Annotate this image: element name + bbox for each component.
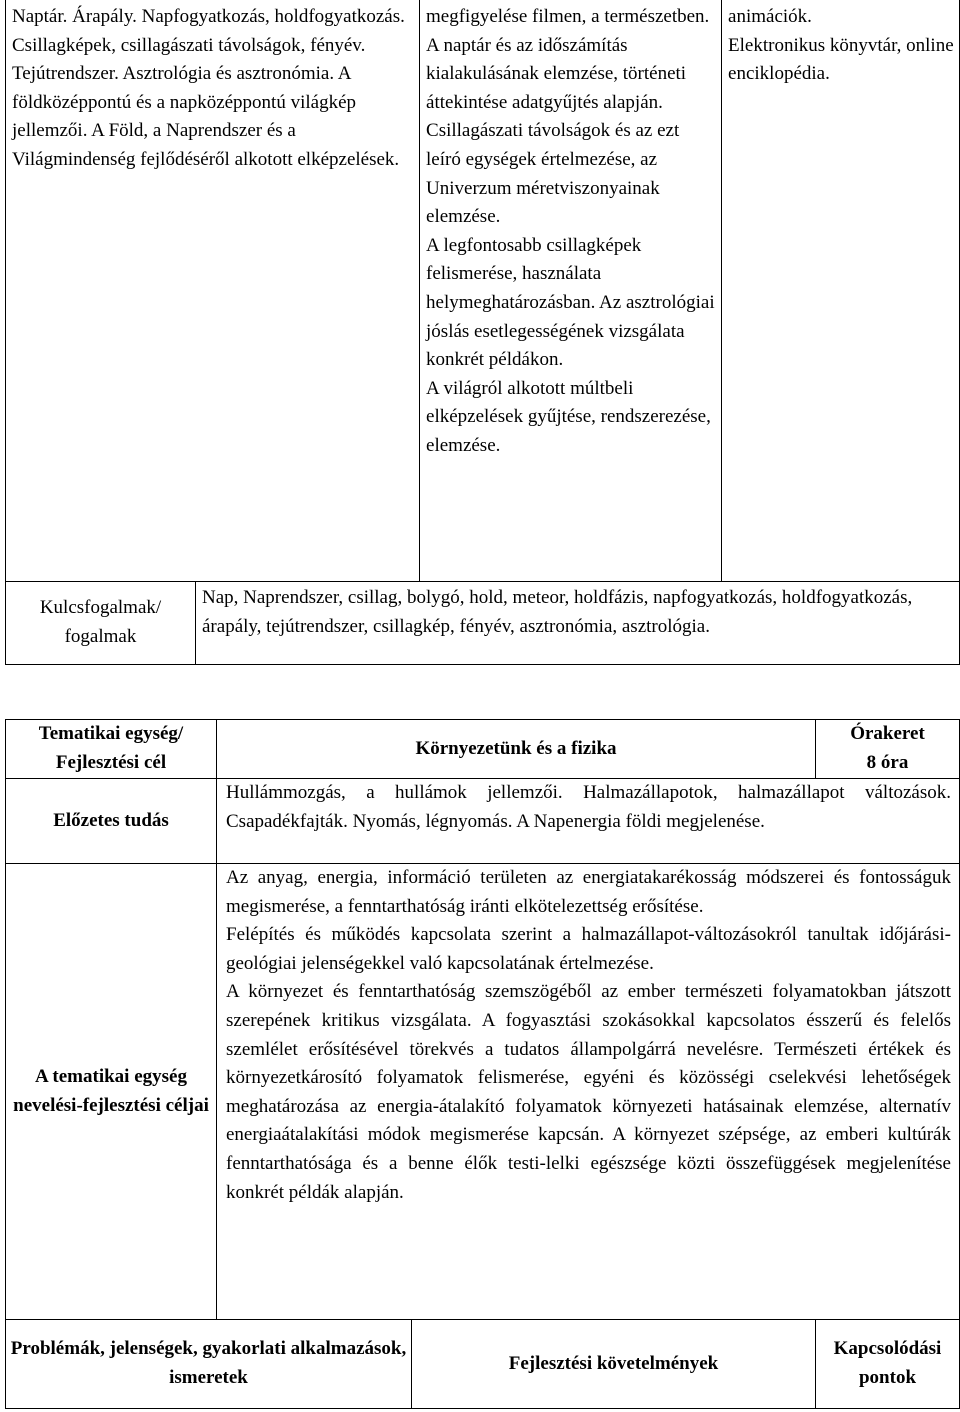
goals-paragraph: Felépítés és működés kapcsolata szerint a halmazállapot-változásokról tanultak időjárási-geológiai jelenségekkel való kapcsolatának értelmezése. <box>226 924 951 974</box>
table-row <box>6 0 960 582</box>
topics-paragraph: Csillagképek, csillagászati távolságok, fényév. Tejútrendszer. Asztrológia és asztronómia. A földközéppontú és a napközéppontú világkép jellemzői. A Föld, a Naprendszer és a Világmindenség fejlődéséről alkotott elképzelések. <box>12 34 400 170</box>
goals-label: A tematikai egység nevelési-fejlesztési céljai <box>6 864 217 1320</box>
activity-paragraph: A naptár és az időszámítás kialakulásának elemzése, történeti áttekintése adatgyűjtés alapján. <box>426 34 687 113</box>
key-concepts-text: Nap, Naprendszer, csillag, bolygó, hold, meteor, holdfázis, napfogyatkozás, holdfogyatkozás, árapály, tejútrendszer, csillagkép, fényév, asztronómia, asztrológia. <box>202 587 913 637</box>
connection-paragraph: animációk. <box>728 6 812 27</box>
footer-col-requirements: Fejlesztési követelmények <box>412 1320 816 1409</box>
activity-paragraph: Csillagászati távolságok és az ezt leíró egységek értelmezése, az Univerzum méretviszonyainak elemzése. <box>426 120 680 228</box>
hours-value: 8 óra <box>866 752 909 773</box>
key-concepts-label: Kulcsfogalmak/ fogalmak <box>6 582 196 665</box>
table-row <box>6 779 960 864</box>
activity-paragraph: A világról alkotott múltbeli elképzelések gyűjtése, rendszerezése, elemzése. <box>426 377 711 456</box>
topics-cell <box>6 0 420 582</box>
unit-table <box>5 719 960 1409</box>
goals-cell <box>217 864 960 1320</box>
prior-knowledge-label: Előzetes tudás <box>6 779 217 864</box>
unit-label: Tematikai egység/ Fejlesztési cél <box>6 720 217 779</box>
goals-paragraph: Az anyag, energia, információ területen az energiatakarékosság módszerei és fontosságuk megismerése, a fenntarthatóság iránti elkötelezettség erősítése. <box>226 867 951 917</box>
prior-knowledge-cell <box>217 779 960 864</box>
topics-paragraph: Naptár. Árapály. Napfogyatkozás, holdfogyatkozás. <box>12 6 405 27</box>
hours-cell <box>816 720 960 779</box>
table-row <box>6 582 960 665</box>
activity-paragraph: megfigyelése filmen, a természetben. <box>426 6 710 27</box>
footer-col-connections: Kapcsolódási pontok <box>816 1320 960 1409</box>
table-row <box>6 1320 960 1409</box>
prior-knowledge-text: Hullámmozgás, a hullámok jellemzői. Halmazállapotok, halmazállapot változások. Csapadékfajták. Nyomás, légnyomás. A Napenergia földi megjelenése. <box>226 782 951 832</box>
activity-paragraph: A legfontosabb csillagképek felismerése, használata helymeghatározásban. Az asztrológiai jóslás esetlegességének vizsgálata konkrét példákon. <box>426 234 715 371</box>
unit-title: Környezetünk és a fizika <box>217 720 816 779</box>
key-concepts-cell <box>196 582 960 665</box>
connections-cell <box>722 0 960 582</box>
activities-cell <box>420 0 722 582</box>
curriculum-table-continued <box>5 0 960 665</box>
hours-label: Órakeret <box>850 723 925 745</box>
goals-paragraph: A környezet és fenntarthatóság szemszögéből az ember természeti folyamatokban játszott szerepének kritikus vizsgálata. A fogyasztási szokásokkal kapcsolatos ésszerű és felelős szemlélet erősítésével törekvés a tudatos állampolgárrá nevelésre. Természeti értékek és környezetkárosító folyamatok felismerése, egyéni és közösségi cselekvési lehetőségek meghatározása az energia-átalakító folyamatok környezeti hatásainak elemzése, alternatív energiaátalakítási módok megismerése kapcsán. A környezet szépsége, az emberi kultúrák fenntarthatósága és a benne élők testi-lelki egészsége közti összefüggések megjelenítése konkrét példák alapján. <box>226 981 951 1203</box>
table-row <box>6 864 960 1320</box>
table-row <box>6 720 960 779</box>
footer-col-problems: Problémák, jelenségek, gyakorlati alkalmazások, ismeretek <box>6 1320 412 1409</box>
connection-paragraph: Elektronikus könyvtár, online enciklopédia. <box>728 34 954 85</box>
